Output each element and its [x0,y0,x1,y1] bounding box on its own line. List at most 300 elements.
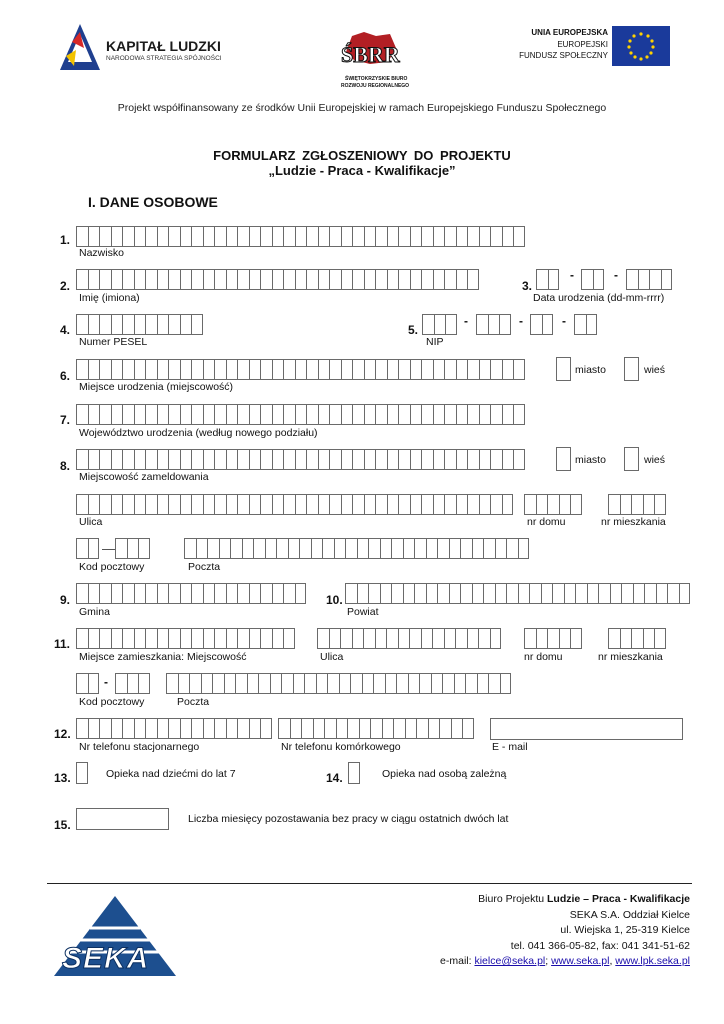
character-cell[interactable] [122,628,134,649]
character-cell[interactable] [111,583,123,604]
character-cell[interactable] [249,628,261,649]
character-cell[interactable] [203,226,215,247]
character-cell[interactable] [341,226,353,247]
character-cell[interactable] [203,359,215,380]
character-cell[interactable] [621,583,633,604]
character-cell[interactable] [237,718,249,739]
character-cell[interactable] [157,269,169,290]
character-cell[interactable] [347,718,359,739]
character-cell[interactable] [76,583,88,604]
character-cell[interactable] [214,494,226,515]
character-cell[interactable] [226,449,238,470]
character-cell[interactable] [184,538,196,559]
residence-flat-number-input[interactable] [608,628,666,649]
character-cell[interactable] [111,359,123,380]
character-cell[interactable] [138,538,150,559]
character-cell[interactable] [249,359,261,380]
character-cell[interactable] [467,404,479,425]
character-cell[interactable] [138,673,150,694]
birthplace-input[interactable] [76,359,525,380]
character-cell[interactable] [387,494,399,515]
character-cell[interactable] [203,718,215,739]
character-cell[interactable] [490,404,502,425]
character-cell[interactable] [145,583,157,604]
character-cell[interactable] [272,628,284,649]
character-cell[interactable] [479,494,491,515]
character-cell[interactable] [318,226,330,247]
character-cell[interactable] [431,673,443,694]
character-cell[interactable] [403,583,415,604]
character-cell[interactable] [643,494,655,515]
character-cell[interactable] [490,226,502,247]
character-cell[interactable] [476,314,488,335]
character-cell[interactable] [587,583,599,604]
character-cell[interactable] [276,538,288,559]
first-name-input[interactable] [76,269,479,290]
character-cell[interactable] [212,673,224,694]
character-cell[interactable] [111,494,123,515]
character-cell[interactable] [644,583,656,604]
character-cell[interactable] [295,226,307,247]
character-cell[interactable] [258,673,270,694]
character-cell[interactable] [157,718,169,739]
character-cell[interactable] [180,494,192,515]
character-cell[interactable] [249,718,261,739]
character-cell[interactable] [122,269,134,290]
character-cell[interactable] [387,449,399,470]
character-cell[interactable] [574,314,586,335]
registered-post-office-input[interactable] [184,538,529,559]
character-cell[interactable] [283,628,295,649]
character-cell[interactable] [352,404,364,425]
character-cell[interactable] [329,359,341,380]
character-cell[interactable] [237,269,249,290]
character-cell[interactable] [249,494,261,515]
character-cell[interactable] [345,583,357,604]
character-cell[interactable] [249,583,261,604]
character-cell[interactable] [157,628,169,649]
registered-postal-code-input-2[interactable] [115,538,150,559]
character-cell[interactable] [76,494,88,515]
character-cell[interactable] [76,718,88,739]
character-cell[interactable] [168,718,180,739]
voivodeship-input[interactable] [76,404,525,425]
character-cell[interactable] [456,449,468,470]
character-cell[interactable] [398,269,410,290]
character-cell[interactable] [76,359,88,380]
character-cell[interactable] [467,628,479,649]
character-cell[interactable] [542,314,554,335]
character-cell[interactable] [306,449,318,470]
character-cell[interactable] [391,538,403,559]
character-cell[interactable] [472,583,484,604]
character-cell[interactable] [180,404,192,425]
character-cell[interactable] [299,538,311,559]
character-cell[interactable] [99,494,111,515]
character-cell[interactable] [311,538,323,559]
character-cell[interactable] [408,673,420,694]
character-cell[interactable] [444,226,456,247]
character-cell[interactable] [168,449,180,470]
character-cell[interactable] [608,628,620,649]
character-cell[interactable] [249,404,261,425]
character-cell[interactable] [134,449,146,470]
character-cell[interactable] [467,494,479,515]
character-cell[interactable] [88,538,100,559]
character-cell[interactable] [575,583,587,604]
character-cell[interactable] [329,404,341,425]
character-cell[interactable] [513,226,525,247]
character-cell[interactable] [405,718,417,739]
character-cell[interactable] [180,718,192,739]
character-cell[interactable] [88,269,100,290]
character-cell[interactable] [679,583,691,604]
birthplace-village-checkbox[interactable] [624,357,639,381]
character-cell[interactable] [99,449,111,470]
character-cell[interactable] [631,628,643,649]
character-cell[interactable] [444,359,456,380]
character-cell[interactable] [226,718,238,739]
character-cell[interactable] [433,494,445,515]
birth-month-input[interactable] [581,269,604,290]
character-cell[interactable] [368,583,380,604]
character-cell[interactable] [454,673,466,694]
character-cell[interactable] [483,538,495,559]
landline-input[interactable] [76,718,272,739]
character-cell[interactable] [237,628,249,649]
character-cell[interactable] [479,359,491,380]
character-cell[interactable] [168,494,180,515]
character-cell[interactable] [283,583,295,604]
character-cell[interactable] [191,494,203,515]
character-cell[interactable] [99,314,111,335]
character-cell[interactable] [88,404,100,425]
character-cell[interactable] [191,269,203,290]
character-cell[interactable] [214,404,226,425]
character-cell[interactable] [382,718,394,739]
character-cell[interactable] [393,718,405,739]
character-cell[interactable] [456,359,468,380]
pesel-input[interactable] [76,314,203,335]
character-cell[interactable] [191,583,203,604]
character-cell[interactable] [564,583,576,604]
birth-day-input[interactable] [536,269,559,290]
character-cell[interactable] [340,628,352,649]
character-cell[interactable] [76,404,88,425]
character-cell[interactable] [253,538,265,559]
character-cell[interactable] [157,494,169,515]
residence-postal-code-input-2[interactable] [115,673,150,694]
character-cell[interactable] [214,628,226,649]
character-cell[interactable] [364,269,376,290]
character-cell[interactable] [368,538,380,559]
character-cell[interactable] [502,494,514,515]
character-cell[interactable] [145,628,157,649]
character-cell[interactable] [479,449,491,470]
character-cell[interactable] [387,404,399,425]
character-cell[interactable] [398,494,410,515]
character-cell[interactable] [329,269,341,290]
dependent-care-checkbox[interactable] [348,762,360,784]
character-cell[interactable] [421,269,433,290]
character-cell[interactable] [237,404,249,425]
character-cell[interactable] [322,538,334,559]
character-cell[interactable] [214,583,226,604]
character-cell[interactable] [541,583,553,604]
character-cell[interactable] [488,314,500,335]
character-cell[interactable] [189,673,201,694]
character-cell[interactable] [467,359,479,380]
character-cell[interactable] [593,269,605,290]
character-cell[interactable] [76,314,88,335]
character-cell[interactable] [398,449,410,470]
character-cell[interactable] [352,449,364,470]
commune-input[interactable] [76,583,306,604]
character-cell[interactable] [318,404,330,425]
character-cell[interactable] [352,359,364,380]
character-cell[interactable] [352,628,364,649]
character-cell[interactable] [478,628,490,649]
character-cell[interactable] [134,628,146,649]
character-cell[interactable] [524,628,536,649]
character-cell[interactable] [99,404,111,425]
character-cell[interactable] [547,494,559,515]
character-cell[interactable] [88,314,100,335]
character-cell[interactable] [226,359,238,380]
character-cell[interactable] [191,359,203,380]
character-cell[interactable] [203,494,215,515]
character-cell[interactable] [214,359,226,380]
character-cell[interactable] [444,449,456,470]
character-cell[interactable] [111,628,123,649]
email-link[interactable]: kielce@seka.pl [474,955,546,967]
character-cell[interactable] [370,718,382,739]
character-cell[interactable] [196,538,208,559]
character-cell[interactable] [272,583,284,604]
character-cell[interactable] [467,449,479,470]
registered-street-input[interactable] [76,494,513,515]
character-cell[interactable] [467,269,479,290]
character-cell[interactable] [419,673,431,694]
character-cell[interactable] [364,494,376,515]
character-cell[interactable] [191,226,203,247]
character-cell[interactable] [214,718,226,739]
character-cell[interactable] [421,226,433,247]
character-cell[interactable] [398,359,410,380]
character-cell[interactable] [426,538,438,559]
character-cell[interactable] [373,673,385,694]
character-cell[interactable] [306,359,318,380]
character-cell[interactable] [235,673,247,694]
nip-input-4[interactable] [574,314,597,335]
character-cell[interactable] [513,449,525,470]
character-cell[interactable] [495,583,507,604]
character-cell[interactable] [76,226,88,247]
character-cell[interactable] [260,404,272,425]
character-cell[interactable] [329,226,341,247]
character-cell[interactable] [145,718,157,739]
character-cell[interactable] [283,269,295,290]
registered-flat-number-input[interactable] [608,494,666,515]
character-cell[interactable] [631,494,643,515]
character-cell[interactable] [115,673,127,694]
character-cell[interactable] [495,538,507,559]
character-cell[interactable] [479,226,491,247]
character-cell[interactable] [122,226,134,247]
character-cell[interactable] [272,449,284,470]
character-cell[interactable] [157,314,169,335]
character-cell[interactable] [180,628,192,649]
character-cell[interactable] [180,226,192,247]
character-cell[interactable] [362,673,374,694]
character-cell[interactable] [334,538,346,559]
character-cell[interactable] [145,494,157,515]
character-cell[interactable] [352,269,364,290]
character-cell[interactable] [502,404,514,425]
character-cell[interactable] [168,583,180,604]
character-cell[interactable] [434,314,446,335]
character-cell[interactable] [329,628,341,649]
character-cell[interactable] [375,269,387,290]
birthplace-city-checkbox[interactable] [556,357,571,381]
character-cell[interactable] [403,538,415,559]
character-cell[interactable] [414,583,426,604]
character-cell[interactable] [88,583,100,604]
website-link-seka[interactable]: www.seka.pl [551,955,610,967]
character-cell[interactable] [272,494,284,515]
character-cell[interactable] [224,673,236,694]
character-cell[interactable] [295,404,307,425]
character-cell[interactable] [426,583,438,604]
character-cell[interactable] [455,628,467,649]
character-cell[interactable] [134,269,146,290]
character-cell[interactable] [502,359,514,380]
character-cell[interactable] [524,494,536,515]
character-cell[interactable] [433,226,445,247]
character-cell[interactable] [559,628,571,649]
character-cell[interactable] [638,269,650,290]
character-cell[interactable] [127,673,139,694]
character-cell[interactable] [502,449,514,470]
character-cell[interactable] [465,673,477,694]
character-cell[interactable] [654,494,666,515]
character-cell[interactable] [203,583,215,604]
character-cell[interactable] [586,314,598,335]
character-cell[interactable] [581,269,593,290]
character-cell[interactable] [414,538,426,559]
character-cell[interactable] [518,538,530,559]
character-cell[interactable] [272,226,284,247]
registered-postal-code-input-1[interactable] [76,538,99,559]
character-cell[interactable] [387,269,399,290]
character-cell[interactable] [260,449,272,470]
character-cell[interactable] [341,404,353,425]
character-cell[interactable] [260,269,272,290]
character-cell[interactable] [375,494,387,515]
character-cell[interactable] [398,226,410,247]
mobile-input[interactable] [278,718,474,739]
character-cell[interactable] [111,718,123,739]
character-cell[interactable] [313,718,325,739]
character-cell[interactable] [444,269,456,290]
character-cell[interactable] [357,538,369,559]
character-cell[interactable] [306,494,318,515]
character-cell[interactable] [327,673,339,694]
character-cell[interactable] [219,538,231,559]
registered-locality-input[interactable] [76,449,525,470]
character-cell[interactable] [88,494,100,515]
character-cell[interactable] [449,538,461,559]
character-cell[interactable] [656,583,668,604]
character-cell[interactable] [249,226,261,247]
character-cell[interactable] [456,269,468,290]
character-cell[interactable] [530,314,542,335]
character-cell[interactable] [111,449,123,470]
character-cell[interactable] [111,314,123,335]
character-cell[interactable] [513,359,525,380]
character-cell[interactable] [226,404,238,425]
character-cell[interactable] [456,494,468,515]
character-cell[interactable] [506,538,518,559]
character-cell[interactable] [649,269,661,290]
character-cell[interactable] [345,538,357,559]
character-cell[interactable] [513,404,525,425]
character-cell[interactable] [398,628,410,649]
character-cell[interactable] [460,538,472,559]
character-cell[interactable] [467,226,479,247]
character-cell[interactable] [375,226,387,247]
character-cell[interactable] [375,404,387,425]
character-cell[interactable] [552,583,564,604]
character-cell[interactable] [444,404,456,425]
character-cell[interactable] [134,404,146,425]
childcare-checkbox[interactable] [76,762,88,784]
character-cell[interactable] [249,269,261,290]
character-cell[interactable] [421,628,433,649]
character-cell[interactable] [490,359,502,380]
character-cell[interactable] [536,628,548,649]
character-cell[interactable] [410,494,422,515]
character-cell[interactable] [444,628,456,649]
registered-house-number-input[interactable] [524,494,582,515]
character-cell[interactable] [260,494,272,515]
character-cell[interactable] [99,718,111,739]
character-cell[interactable] [460,583,472,604]
character-cell[interactable] [180,583,192,604]
character-cell[interactable] [283,404,295,425]
character-cell[interactable] [375,628,387,649]
character-cell[interactable] [432,628,444,649]
character-cell[interactable] [88,718,100,739]
character-cell[interactable] [278,718,290,739]
character-cell[interactable] [357,583,369,604]
character-cell[interactable] [134,359,146,380]
character-cell[interactable] [359,718,371,739]
character-cell[interactable] [283,359,295,380]
character-cell[interactable] [214,269,226,290]
character-cell[interactable] [247,673,259,694]
character-cell[interactable] [178,673,190,694]
character-cell[interactable] [122,404,134,425]
character-cell[interactable] [398,404,410,425]
character-cell[interactable] [88,226,100,247]
character-cell[interactable] [421,494,433,515]
character-cell[interactable] [191,628,203,649]
character-cell[interactable] [122,359,134,380]
character-cell[interactable] [324,718,336,739]
character-cell[interactable] [444,494,456,515]
character-cell[interactable] [99,628,111,649]
